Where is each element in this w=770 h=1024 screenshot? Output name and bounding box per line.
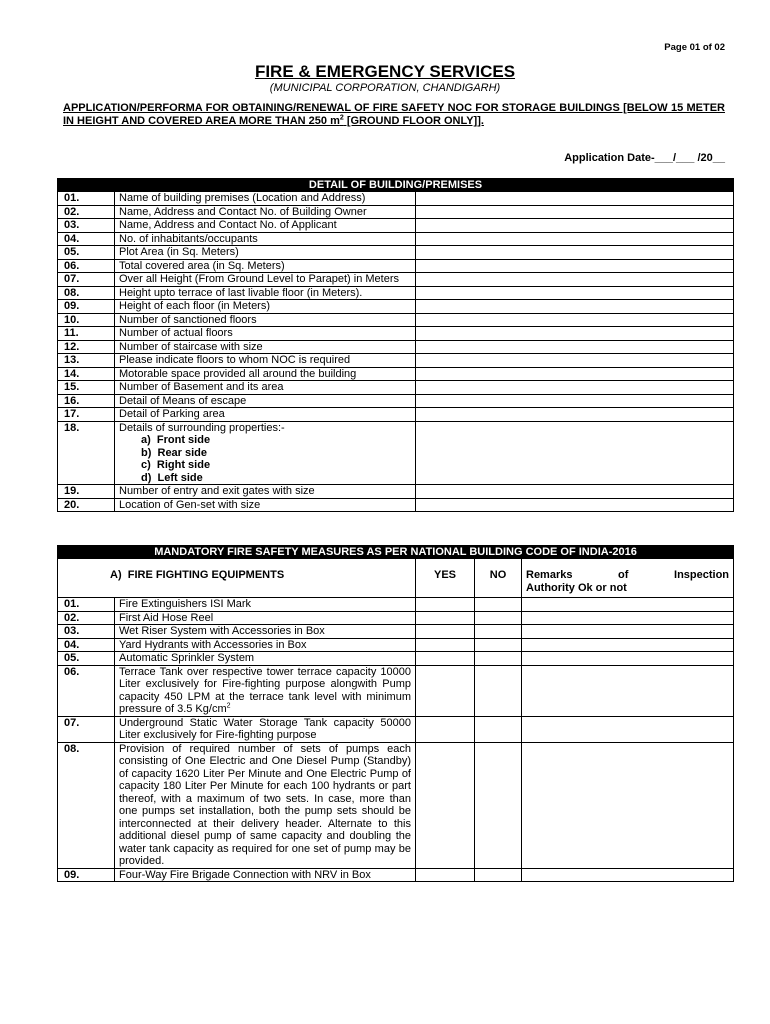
row-number: 03. <box>58 219 115 233</box>
row-text: Motorable space provided all around the building <box>119 367 357 380</box>
row-description <box>115 742 416 868</box>
row-entry-cell[interactable] <box>416 300 734 314</box>
table-row <box>58 219 734 233</box>
row-number: 01. <box>58 598 115 612</box>
row-number: 06. <box>58 665 115 716</box>
table-row <box>58 625 734 639</box>
no-cell[interactable] <box>475 638 522 652</box>
row-entry-cell[interactable] <box>416 394 734 408</box>
row-text: Number of entry and exit gates with size <box>119 485 315 497</box>
table-row <box>58 286 734 300</box>
row-description <box>115 232 416 246</box>
row-entry-cell[interactable] <box>416 340 734 354</box>
no-cell[interactable] <box>475 716 522 742</box>
section-header-building <box>58 179 734 192</box>
row-number: 14. <box>58 367 115 381</box>
yes-column-header: YES <box>416 559 475 598</box>
table-row <box>58 300 734 314</box>
no-cell[interactable] <box>475 742 522 868</box>
row-number: 02. <box>58 611 115 625</box>
row-text: Over all Height (From Ground Level to Parapet) in Meters <box>119 273 400 285</box>
row-text: Number of sanctioned floors <box>119 313 257 326</box>
yes-cell[interactable] <box>416 638 475 652</box>
yes-cell[interactable] <box>416 742 475 868</box>
table-row <box>58 354 734 368</box>
row-number: 15. <box>58 381 115 395</box>
row-number: 16. <box>58 394 115 408</box>
row-text: First Aid Hose Reel <box>119 611 214 624</box>
no-cell[interactable] <box>475 652 522 666</box>
table-row <box>58 485 734 499</box>
row-description <box>115 716 416 742</box>
row-description <box>115 192 416 206</box>
table-row <box>58 246 734 260</box>
table-row <box>58 340 734 354</box>
row-superscript: 2 <box>226 702 231 710</box>
row-description <box>115 381 416 395</box>
row-text: Provision of required number of sets of pumps each consisting of One Electric and One Diesel Pump (Standby) of capacity 1620 Liter Per Minute and One Electric Pump of capacity 180 Liter Per Minute for each 100 hydrants or part thereof, with a maximum of two sets. In case, more than one pumps set installation, both the pump sets should be interconnected at their delivery header. Alternate to this additional diesel pump of same capacity and doubling the water tank capacity as required for one set of pump may be provided. <box>119 742 411 867</box>
no-cell[interactable] <box>475 611 522 625</box>
row-text: Wet Riser System with Accessories in Box <box>119 625 325 637</box>
row-number: 13. <box>58 354 115 368</box>
table-row <box>58 381 734 395</box>
table-row <box>58 611 734 625</box>
table-row <box>58 421 734 485</box>
remarks-cell[interactable] <box>522 665 734 716</box>
row-number: 01. <box>58 192 115 206</box>
row-number: 19. <box>58 485 115 499</box>
equipment-subheading: A) FIRE FIGHTING EQUIPMENTS <box>58 559 416 598</box>
row-description <box>115 246 416 260</box>
row-number: 20. <box>58 498 115 512</box>
row-description <box>115 313 416 327</box>
row-number: 08. <box>58 742 115 868</box>
yes-cell[interactable] <box>416 611 475 625</box>
remarks-cell[interactable] <box>522 638 734 652</box>
table-row <box>58 742 734 868</box>
table-row <box>58 273 734 287</box>
table-row <box>58 259 734 273</box>
row-description <box>115 598 416 612</box>
row-description <box>115 638 416 652</box>
surrounding-property-item: b) Rear side <box>141 446 208 459</box>
row-description <box>115 498 416 512</box>
table-row <box>58 327 734 341</box>
row-number: 06. <box>58 259 115 273</box>
no-cell[interactable] <box>475 868 522 882</box>
row-text: Details of surrounding properties:- <box>119 421 285 434</box>
row-description <box>115 485 416 499</box>
row-description <box>115 394 416 408</box>
document-subtitle: (MUNICIPAL CORPORATION, CHANDIGARH) <box>269 82 501 94</box>
row-text: Height upto terrace of last livable floor (in Meters). <box>119 286 363 299</box>
row-description <box>115 327 416 341</box>
row-entry-cell[interactable] <box>416 273 734 287</box>
row-entry-cell[interactable] <box>416 381 734 395</box>
building-details-table <box>57 178 734 512</box>
no-cell[interactable] <box>475 625 522 639</box>
page-number: Page 01 of 02 <box>664 42 725 53</box>
row-text: Fire Extinguishers ISI Mark <box>119 598 252 610</box>
remarks-cell[interactable] <box>522 611 734 625</box>
row-text: Automatic Sprinkler System <box>119 652 255 664</box>
row-entry-cell[interactable] <box>416 327 734 341</box>
remarks-cell[interactable] <box>522 868 734 882</box>
row-entry-cell[interactable] <box>416 485 734 499</box>
row-text: Number of actual floors <box>119 327 233 339</box>
row-number: 05. <box>58 652 115 666</box>
table-row <box>58 665 734 716</box>
row-text: Total covered area (in Sq. Meters) <box>119 259 285 272</box>
row-text: Detail of Means of escape <box>119 394 247 407</box>
remarks-cell[interactable] <box>522 625 734 639</box>
row-description <box>115 259 416 273</box>
row-text: Number of Basement and its area <box>119 381 284 393</box>
heading-text-end: [GROUND FLOOR ONLY]]. <box>343 115 484 127</box>
yes-cell[interactable] <box>416 716 475 742</box>
row-text: Underground Static Water Storage Tank capacity 50000 Liter exclusively for Fire-fighting purpose <box>119 716 411 741</box>
yes-cell[interactable] <box>416 665 475 716</box>
row-number: 09. <box>58 868 115 882</box>
row-text: Height of each floor (in Meters) <box>119 300 271 312</box>
row-number: 04. <box>58 232 115 246</box>
row-number: 07. <box>58 716 115 742</box>
equipment-header-row <box>58 559 734 598</box>
row-number: 04. <box>58 638 115 652</box>
row-text: Number of staircase with size <box>119 340 263 353</box>
heading-text: APPLICATION/PERFORMA FOR OBTAINING/RENEWAL OF FIRE SAFETY NOC FOR STORAGE BUILDINGS [BELOW 15 METER IN HEIGHT AND COVERED AREA MORE THAN 250 m <box>63 102 725 127</box>
row-description <box>115 354 416 368</box>
row-number: 11. <box>58 327 115 341</box>
application-heading <box>63 102 725 128</box>
remarks-header-line1: Remarks of Inspection <box>526 569 730 581</box>
row-description <box>115 367 416 381</box>
remarks-cell[interactable] <box>522 598 734 612</box>
row-entry-cell[interactable] <box>416 246 734 260</box>
row-description <box>115 421 416 485</box>
row-text: Name, Address and Contact No. of Building Owner <box>119 205 367 218</box>
table-row <box>58 498 734 512</box>
row-entry-cell[interactable] <box>416 421 734 485</box>
row-text: Location of Gen-set with size <box>119 498 261 511</box>
row-number: 07. <box>58 273 115 287</box>
row-entry-cell[interactable] <box>416 192 734 206</box>
table-row <box>58 192 734 206</box>
no-cell[interactable] <box>475 598 522 612</box>
no-column-header: NO <box>475 559 522 598</box>
table-row <box>58 868 734 882</box>
row-description <box>115 611 416 625</box>
row-entry-cell[interactable] <box>416 232 734 246</box>
surrounding-property-item: d) Left side <box>141 471 203 484</box>
row-description <box>115 205 416 219</box>
section-header-mandatory <box>58 546 734 559</box>
row-entry-cell[interactable] <box>416 354 734 368</box>
row-text: Name of building premises (Location and Address) <box>119 192 366 204</box>
row-text: Detail of Parking area <box>119 408 225 420</box>
table-row <box>58 408 734 422</box>
section-title-building: DETAIL OF BUILDING/PREMISES <box>58 179 734 192</box>
row-number: 03. <box>58 625 115 639</box>
surrounding-property-item: a) Front side <box>141 434 211 446</box>
table-row <box>58 394 734 408</box>
fire-safety-measures-table <box>57 545 734 882</box>
row-description <box>115 273 416 287</box>
row-number: 08. <box>58 286 115 300</box>
row-entry-cell[interactable] <box>416 219 734 233</box>
row-number: 02. <box>58 205 115 219</box>
row-entry-cell[interactable] <box>416 498 734 512</box>
remarks-cell[interactable] <box>522 742 734 868</box>
yes-cell[interactable] <box>416 652 475 666</box>
row-description <box>115 286 416 300</box>
row-entry-cell[interactable] <box>416 313 734 327</box>
row-text: Plot Area (in Sq. Meters) <box>119 246 239 258</box>
heading-superscript: 2 <box>339 114 344 122</box>
row-text: Terrace Tank over respective tower terrace capacity 10000 Liter exclusively for Fire-fighting purpose alongwith Pump capacity 450 LPM at the terrace tank level with minimum pressure of 3.5 Kg/cm <box>119 665 411 715</box>
row-entry-cell[interactable] <box>416 259 734 273</box>
row-description <box>115 665 416 716</box>
remarks-header-line2: Authority Ok or not <box>526 581 627 594</box>
table-row <box>58 367 734 381</box>
remarks-cell[interactable] <box>522 652 734 666</box>
yes-cell[interactable] <box>416 868 475 882</box>
document-title: FIRE & EMERGENCY SERVICES <box>254 62 516 81</box>
row-entry-cell[interactable] <box>416 205 734 219</box>
row-text: No. of inhabitants/occupants <box>119 232 258 245</box>
table-row <box>58 598 734 612</box>
row-text: Four-Way Fire Brigade Connection with NRV in Box <box>119 868 371 881</box>
application-date: Application Date-___/___ /20__ <box>564 152 725 164</box>
row-text: Yard Hydrants with Accessories in Box <box>119 638 307 651</box>
row-description <box>115 868 416 882</box>
yes-cell[interactable] <box>416 598 475 612</box>
remarks-cell[interactable] <box>522 716 734 742</box>
row-description <box>115 408 416 422</box>
row-number: 18. <box>58 421 115 485</box>
row-description <box>115 340 416 354</box>
table-row <box>58 232 734 246</box>
table-row <box>58 638 734 652</box>
row-number: 09. <box>58 300 115 314</box>
row-entry-cell[interactable] <box>416 408 734 422</box>
table-row <box>58 313 734 327</box>
table-row <box>58 652 734 666</box>
row-entry-cell[interactable] <box>416 286 734 300</box>
remarks-column-header <box>522 559 734 598</box>
row-number: 10. <box>58 313 115 327</box>
table-row <box>58 205 734 219</box>
yes-cell[interactable] <box>416 625 475 639</box>
row-number: 12. <box>58 340 115 354</box>
row-text: Name, Address and Contact No. of Applicant <box>119 219 337 231</box>
row-number: 05. <box>58 246 115 260</box>
row-description <box>115 300 416 314</box>
row-number: 17. <box>58 408 115 422</box>
no-cell[interactable] <box>475 665 522 716</box>
surrounding-property-item: c) Right side <box>141 459 211 471</box>
row-text: Please indicate floors to whom NOC is required <box>119 354 351 366</box>
row-description <box>115 652 416 666</box>
table-row <box>58 716 734 742</box>
row-entry-cell[interactable] <box>416 367 734 381</box>
row-description <box>115 219 416 233</box>
row-description <box>115 625 416 639</box>
section-title-mandatory: MANDATORY FIRE SAFETY MEASURES AS PER NATIONAL BUILDING CODE OF INDIA-2016 <box>58 546 734 559</box>
